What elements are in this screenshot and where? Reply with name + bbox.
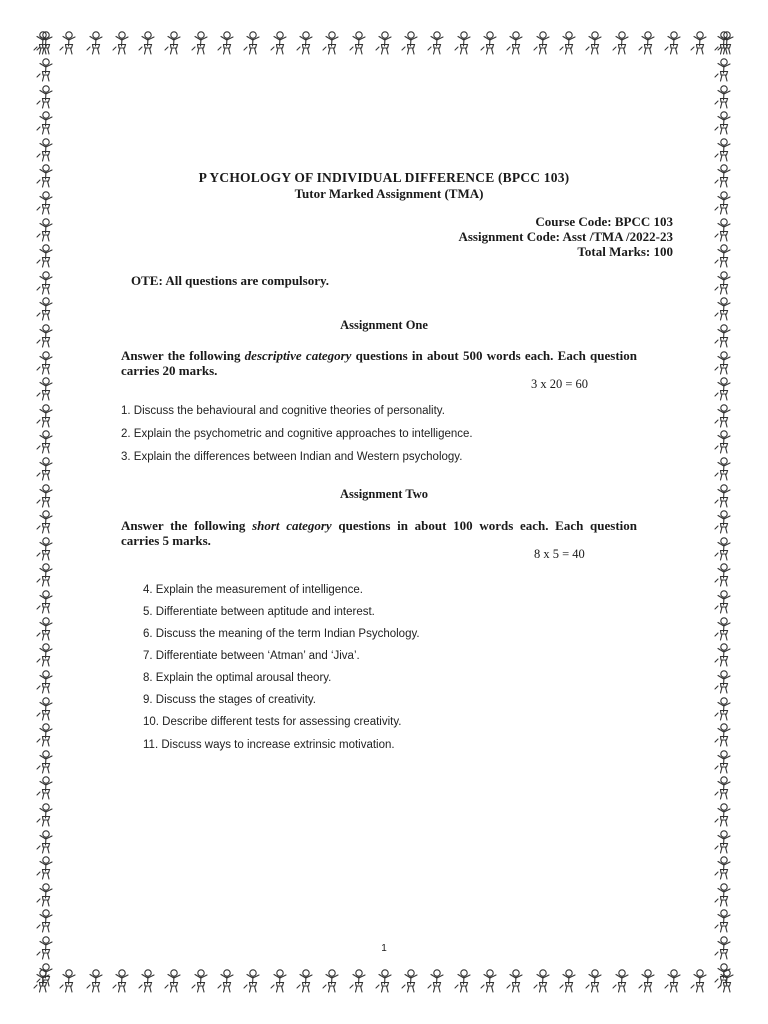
child-figure-icon [33, 217, 57, 243]
child-figure-icon [109, 968, 133, 994]
child-figure-icon [267, 30, 291, 56]
child-figure-icon [711, 589, 735, 615]
child-figure-icon [711, 243, 735, 269]
question-item: 10. Describe different tests for assessing creativity. [143, 716, 402, 728]
question-item: 8. Explain the optimal arousal theory. [143, 672, 332, 684]
child-figure-icon [33, 403, 57, 429]
child-figure-icon [33, 243, 57, 269]
child-figure-icon [372, 968, 396, 994]
child-figure-icon [711, 642, 735, 668]
question-item: 3. Explain the differences between Indian and Western psychology. [121, 451, 463, 463]
child-figure-icon [424, 968, 448, 994]
assignment-two-instruction: Answer the following short category questions in about 100 words each. Each question carries 5 marks. [121, 518, 637, 548]
child-figure-icon [33, 456, 57, 482]
child-figure-icon [556, 30, 580, 56]
child-figure-icon [33, 908, 57, 934]
child-figure-icon [609, 30, 633, 56]
child-figure-icon [33, 57, 57, 83]
assignment-two-marks: 8 x 5 = 40 [534, 547, 585, 561]
child-figure-icon [711, 669, 735, 695]
child-figure-icon [33, 429, 57, 455]
child-figure-icon [33, 84, 57, 110]
child-figure-icon [319, 30, 343, 56]
child-figure-icon [109, 30, 133, 56]
child-figure-icon [33, 562, 57, 588]
child-figure-icon [267, 968, 291, 994]
child-figure-icon [711, 137, 735, 163]
child-figure-icon [240, 30, 264, 56]
child-figure-icon [711, 722, 735, 748]
course-code: Course Code: BPCC 103 [535, 214, 673, 229]
child-figure-icon [451, 30, 475, 56]
child-figure-icon [398, 30, 422, 56]
child-figure-icon [188, 968, 212, 994]
child-figure-icon [661, 30, 685, 56]
child-figure-icon [135, 968, 159, 994]
child-figure-icon [582, 30, 606, 56]
child-figure-icon [711, 30, 735, 56]
child-figure-icon [135, 30, 159, 56]
page-title: P YCHOLOGY OF INDIVIDUAL DIFFERENCE (BPCC 103) [198, 170, 570, 185]
child-figure-icon [711, 882, 735, 908]
assignment-one-marks: 3 x 20 = 60 [531, 377, 589, 391]
child-figure-icon [33, 829, 57, 855]
child-figure-icon [214, 30, 238, 56]
child-figure-icon [424, 30, 448, 56]
child-figure-icon [711, 962, 735, 988]
child-figure-icon [635, 30, 659, 56]
child-figure-icon [161, 30, 185, 56]
child-figure-icon [503, 30, 527, 56]
child-figure-icon [711, 84, 735, 110]
child-figure-icon [711, 456, 735, 482]
child-figure-icon [83, 968, 107, 994]
child-figure-icon [33, 749, 57, 775]
child-figure-icon [33, 722, 57, 748]
child-figure-icon [711, 376, 735, 402]
child-figure-icon [503, 968, 527, 994]
child-figure-icon [33, 802, 57, 828]
child-figure-icon [214, 968, 238, 994]
child-figure-icon [711, 562, 735, 588]
assignment-two-heading: Assignment Two [339, 487, 429, 501]
child-figure-icon [33, 270, 57, 296]
category-emphasis: descriptive category [244, 348, 352, 363]
category-emphasis: short category [252, 518, 332, 533]
question-item: 7. Differentiate between ‘Atman’ and ‘Jiva’. [143, 650, 360, 662]
child-figure-icon [711, 908, 735, 934]
child-figure-icon [33, 855, 57, 881]
child-figure-icon [346, 30, 370, 56]
child-figure-icon [188, 30, 212, 56]
assignment-one-heading: Assignment One [340, 318, 428, 332]
child-figure-icon [477, 968, 501, 994]
child-figure-icon [33, 669, 57, 695]
child-figure-icon [240, 968, 264, 994]
child-figure-icon [582, 968, 606, 994]
child-figure-icon [711, 350, 735, 376]
child-figure-icon [33, 137, 57, 163]
child-figure-icon [711, 57, 735, 83]
page-border-top [30, 28, 738, 58]
child-figure-icon [556, 968, 580, 994]
child-figure-icon [711, 217, 735, 243]
child-figure-icon [711, 802, 735, 828]
child-figure-icon [530, 30, 554, 56]
child-figure-icon [477, 30, 501, 56]
child-figure-icon [711, 110, 735, 136]
child-figure-icon [319, 968, 343, 994]
child-figure-icon [33, 589, 57, 615]
question-item: 11. Discuss ways to increase extrinsic motivation. [143, 739, 395, 751]
question-item: 1. Discuss the behavioural and cognitive theories of personality. [121, 405, 445, 417]
child-figure-icon [33, 350, 57, 376]
child-figure-icon [346, 968, 370, 994]
child-figure-icon [161, 968, 185, 994]
child-figure-icon [33, 775, 57, 801]
assignment-one-instruction: Answer the following descriptive category questions in about 500 words each. Each question carries 20 marks. [121, 348, 638, 378]
question-item: 4. Explain the measurement of intelligence. [143, 584, 363, 596]
child-figure-icon [661, 968, 685, 994]
child-figure-icon [33, 882, 57, 908]
question-item: 2. Explain the psychometric and cognitive approaches to intelligence. [121, 428, 473, 440]
child-figure-icon [33, 536, 57, 562]
child-figure-icon [635, 968, 659, 994]
child-figure-icon [33, 962, 57, 988]
child-figure-icon [33, 376, 57, 402]
child-figure-icon [711, 429, 735, 455]
child-figure-icon [711, 696, 735, 722]
child-figure-icon [33, 110, 57, 136]
child-figure-icon [711, 403, 735, 429]
child-figure-icon [83, 30, 107, 56]
child-figure-icon [293, 30, 317, 56]
child-figure-icon [372, 30, 396, 56]
child-figure-icon [711, 616, 735, 642]
child-figure-icon [33, 30, 57, 56]
question-item: 5. Differentiate between aptitude and interest. [143, 606, 375, 618]
child-figure-icon [711, 270, 735, 296]
child-figure-icon [711, 509, 735, 535]
child-figure-icon [398, 968, 422, 994]
total-marks: Total Marks: 100 [577, 244, 673, 259]
compulsory-note: OTE: All questions are compulsory. [131, 273, 330, 288]
child-figure-icon [33, 616, 57, 642]
page-border-bottom [30, 966, 738, 996]
question-item: 9. Discuss the stages of creativity. [143, 694, 316, 706]
child-figure-icon [293, 968, 317, 994]
assignment-code: Assignment Code: Asst /TMA /2022-23 [458, 229, 673, 244]
child-figure-icon [711, 749, 735, 775]
question-item: 6. Discuss the meaning of the term Indian Psychology. [143, 628, 420, 640]
child-figure-icon [33, 509, 57, 535]
child-figure-icon [33, 696, 57, 722]
child-figure-icon [33, 642, 57, 668]
page-number: 1 [381, 943, 387, 954]
page-subtitle: Tutor Marked Assignment (TMA) [294, 186, 484, 201]
child-figure-icon [711, 855, 735, 881]
child-figure-icon [451, 968, 475, 994]
child-figure-icon [609, 968, 633, 994]
child-figure-icon [711, 775, 735, 801]
child-figure-icon [711, 829, 735, 855]
child-figure-icon [530, 968, 554, 994]
child-figure-icon [711, 536, 735, 562]
